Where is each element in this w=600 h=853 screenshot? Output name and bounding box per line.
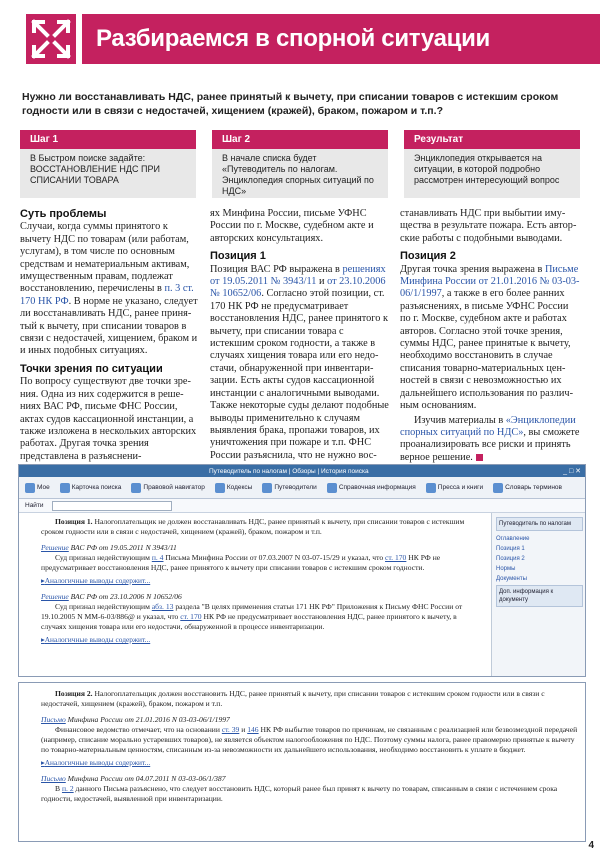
label: Правовой навигатор bbox=[143, 484, 205, 491]
position-text: Налогоплательщик должен восстановить НДС, ранее принятый к вычету, при списании товаров с истекшим сроком годности или в связи с недостачей, хищением (кражей), браком, пожаром и т.п. bbox=[41, 689, 545, 708]
page-number: 4 bbox=[588, 840, 594, 851]
step-text: Энциклопедия открывается на ситуации, в которой подробно рассмотрен интересующий вопрос bbox=[414, 153, 560, 185]
step-text: В начале списка будет «Путеводитель по налогам. Энциклопедия спорных ситуаций по НДС» bbox=[222, 153, 374, 196]
search-card-icon bbox=[60, 483, 70, 493]
search-input[interactable] bbox=[52, 501, 172, 511]
paragraph-position-1 bbox=[210, 264, 390, 463]
text: Финансовое ведомство отмечает, что на основании bbox=[55, 725, 222, 734]
toolbar-item[interactable] bbox=[215, 483, 253, 493]
reference-text: Минфина России от 21.01.2016 N 03-03-06/1/1997 bbox=[65, 715, 230, 724]
text: и bbox=[239, 725, 248, 734]
app-screenshot bbox=[18, 464, 586, 677]
text: Другая точка зрения выражена в bbox=[400, 263, 545, 275]
end-mark bbox=[476, 454, 483, 461]
reference-link[interactable]: Решение bbox=[41, 592, 69, 601]
press-icon bbox=[426, 483, 436, 493]
label: Справочная информация bbox=[338, 484, 416, 491]
similar-conclusions-link[interactable]: ▸ Аналогичные выводы содержит... bbox=[41, 635, 483, 645]
text: В bbox=[55, 784, 62, 793]
toolbar-item[interactable] bbox=[131, 483, 204, 493]
text: данного Письма разъяснено, что следует восстановить НДС, который ранее был принят к вычету по товарам, списанным в связи с истечением срока годности, недостачей, выявленной при инвентаризации. bbox=[41, 784, 558, 803]
text: Письма Минфина России от 07.03.2007 N 03-07-15/29 и указал, что bbox=[163, 553, 386, 562]
step-2 bbox=[212, 130, 388, 198]
link[interactable]: п. 4 bbox=[151, 553, 164, 562]
paragraph-col2-top: ях Минфина России, письме УФНС России по г. Москве, судебном акте и авторских консультациях. bbox=[210, 208, 374, 244]
sidebar-info[interactable]: Доп. информация к документу bbox=[496, 585, 583, 607]
reference-2-body bbox=[41, 784, 579, 804]
reference-text: Минфина России от 04.07.2011 N 03-03-06/1/387 bbox=[65, 774, 226, 783]
header-banner bbox=[0, 0, 600, 78]
right-sidebar bbox=[491, 513, 586, 677]
reference-link[interactable]: Решение bbox=[41, 543, 69, 552]
link[interactable]: ст. 39 bbox=[221, 725, 240, 734]
reference-1 bbox=[41, 715, 579, 725]
reference-link[interactable]: Письмо bbox=[41, 774, 66, 783]
paragraph-final bbox=[400, 415, 580, 465]
navigator-icon bbox=[131, 483, 141, 493]
sidebar-link[interactable]: Позиция 2 bbox=[496, 556, 525, 562]
heading-views: Точки зрения по ситуации bbox=[20, 362, 163, 375]
document-view bbox=[19, 513, 489, 677]
logo bbox=[26, 14, 76, 64]
step-result bbox=[404, 130, 580, 198]
text: , а также в его более ранних разъяснениях, в письме УФНС России по г. Москве, судебном акте и работах авторов. Согласно этой точке зрения, суммы НДС, ранее принятые к вычету, необходимо восстановить в случае списания товарно-материальных ценностей в связи с невозможностью их дальнейшего использования по различным основаниям. bbox=[400, 288, 574, 412]
link-letter-1997[interactable]: Письме Минфина России от 21.01.2016 № 03-03-06/1/1997 bbox=[400, 263, 580, 300]
position-1 bbox=[41, 517, 483, 537]
arrows-icon bbox=[26, 14, 76, 64]
link-p3-st170[interactable]: п. 3 ст. 170 НК РФ bbox=[20, 283, 194, 307]
label: Пресса и книги bbox=[437, 484, 484, 491]
sidebar-link[interactable]: Нормы bbox=[496, 566, 516, 572]
link[interactable]: ст. 170 bbox=[180, 612, 202, 621]
guides-icon bbox=[262, 483, 272, 493]
text: Суд признал недействующим bbox=[55, 553, 152, 562]
position-label: Позиция 1. bbox=[55, 517, 93, 526]
text: и bbox=[316, 276, 328, 288]
column-3 bbox=[400, 208, 580, 466]
text: Случаи, когда суммы принятого к вычету НДС по товарам (или работам, услугам), в том числе по основным средствам и нематериальным активам, имущественным правам, подлежат восстановлению, перечислены в bbox=[20, 221, 190, 295]
paragraph-col3-top: станавливать НДС при выбытии имущества в результате пожара. Есть авторские работы с подобными выводами. bbox=[400, 208, 577, 244]
link[interactable]: п. 2 bbox=[61, 784, 74, 793]
app-titlebar bbox=[19, 465, 585, 477]
app-tabs[interactable]: Путеводитель по налогам | Обзоры | История поиска bbox=[209, 468, 369, 475]
link-decision-3943[interactable]: решениях от 19.05.2011 № 3943/11 bbox=[210, 263, 386, 288]
step-1 bbox=[20, 130, 196, 198]
reference-2-body bbox=[41, 602, 483, 632]
step-text: В Быстром поиске задайте: ВОССТАНОВЛЕНИЕ НДС ПРИ СПИСАНИИ ТОВАРА bbox=[30, 153, 160, 185]
search-label: Найти bbox=[25, 502, 44, 509]
paragraph-position-2 bbox=[400, 264, 580, 413]
text: НК РФ выбытие товаров по причинам, не связанным с реализацией или безвозмездной передачей (например, списание морально устаревших товаров), не является объектом налогообложения по НДС. Поэтому суммы налога, ранее правомерно принятые к вычету по товарно-материальным ценностям, списанным из-за невозможности их дальнейшего использования, необходимо восстановить к уплате в бюджет. bbox=[41, 725, 578, 754]
link[interactable]: абз. 13 bbox=[151, 602, 174, 611]
position-label: Позиция 2. bbox=[55, 689, 93, 698]
codes-icon bbox=[215, 483, 225, 493]
text: Изучив материалы в bbox=[414, 414, 506, 426]
toolbar-item[interactable] bbox=[60, 483, 122, 493]
label: Кодексы bbox=[226, 484, 253, 491]
toolbar-item[interactable] bbox=[327, 483, 416, 493]
document-screenshot-2 bbox=[18, 682, 586, 842]
text: Позиция ВАС РФ выражена в bbox=[210, 263, 343, 275]
step-title: Шаг 2 bbox=[212, 130, 388, 149]
link-decision-10652[interactable]: от 23.10.2006 № 10652/06 bbox=[210, 276, 386, 300]
home-icon bbox=[25, 483, 35, 493]
column-2 bbox=[210, 208, 390, 464]
text: НК РФ не предусматривает восстановления НДС, ранее принятого к вычету при списании товаров с истекшим сроком годности. bbox=[41, 553, 441, 572]
sidebar-link[interactable]: Оглавление bbox=[496, 536, 530, 542]
label: Словарь терминов bbox=[505, 484, 562, 491]
reference-text: ВАС РФ от 19.05.2011 N 3943/11 bbox=[68, 543, 177, 552]
text: , вы сможете проанализировать все риски и принять верное решение. bbox=[400, 426, 580, 463]
reference-icon bbox=[327, 483, 337, 493]
position-text: Налогоплательщик не должен восстанавливать НДС, ранее принятый к вычету, при списании товаров с истекшим сроком годности или в связи с недостачей, хищением (кражей), браком, пожаром и т.п. bbox=[41, 517, 465, 536]
paragraph-problem bbox=[20, 221, 200, 357]
reference-2 bbox=[41, 592, 483, 602]
toolbar-item[interactable] bbox=[25, 483, 50, 493]
sidebar-link[interactable]: Документы bbox=[496, 576, 527, 582]
reference-2 bbox=[41, 774, 579, 784]
app-toolbar bbox=[19, 477, 585, 499]
text: раздела "В целях применения статьи 171 НК РФ" Приложения к Письму ФНС России от 19.10.2005 N ММ-6-03/886@ и указал, что bbox=[41, 602, 463, 621]
column-1 bbox=[20, 208, 200, 465]
text: НК РФ не предусматривает восстановления НДС, ранее принятого к вычету, в случаях хищения товара или его недостачи, обнаруженной в процессе инвентаризации. bbox=[41, 612, 457, 631]
text: Суд признал недействующим bbox=[55, 602, 152, 611]
app-searchbar bbox=[19, 499, 585, 513]
step-title: Шаг 1 bbox=[20, 130, 196, 149]
paragraph-views: По вопросу существуют две точки зрения. Одна из них содержится в решениях ВАС РФ, письме ФНС России, актах судов кассационной инстанции, а также изложена в нескольких авторских работах. Другая точка зрения представлена в разъяснени- bbox=[20, 376, 197, 462]
heading-position-2: Позиция 2 bbox=[400, 250, 456, 263]
link-encyclopedia[interactable]: «Энциклопедии спорных ситуаций по НДС» bbox=[400, 414, 576, 438]
sidebar-link[interactable]: Позиция 1 bbox=[496, 546, 525, 552]
similar-conclusions-link[interactable]: ▸ Аналогичные выводы содержит... bbox=[41, 758, 579, 768]
label: Карточка поиска bbox=[71, 484, 122, 491]
heading-position-1: Позиция 1 bbox=[210, 250, 266, 263]
dictionary-icon bbox=[493, 483, 503, 493]
link[interactable]: 146 bbox=[247, 725, 259, 734]
window-controls-icon[interactable]: _ □ ✕ bbox=[563, 468, 581, 475]
reference-1-body bbox=[41, 553, 483, 573]
similar-conclusions-link[interactable]: ▸ Аналогичные выводы содержит... bbox=[41, 576, 483, 586]
step-title: Результат bbox=[404, 130, 580, 149]
reference-link[interactable]: Письмо bbox=[41, 715, 66, 724]
reference-1 bbox=[41, 543, 483, 553]
heading-problem: Суть проблемы bbox=[20, 208, 107, 220]
sidebar-title: Путеводитель по налогам bbox=[496, 517, 583, 531]
position-2 bbox=[41, 689, 579, 709]
link[interactable]: ст. 170 bbox=[385, 553, 407, 562]
toolbar-item[interactable] bbox=[426, 483, 483, 493]
label: Путеводители bbox=[274, 484, 317, 491]
toolbar-item[interactable] bbox=[493, 483, 562, 493]
reference-1-body bbox=[41, 725, 579, 755]
text: . В норме не указано, следует ли восстанавливать НДС, ранее принятый к вычету, при списании товаров в связи с недостачей, хищением, браком и и иных подобных ситуациях. bbox=[20, 295, 198, 357]
toolbar-item[interactable] bbox=[262, 483, 316, 493]
question: Нужно ли восстанавливать НДС, ранее принятый к вычету, при списании товаров с истекшим сроком годности или в связи с недостачей, хищением (кражей), браком, пожаром и т.п.? bbox=[22, 91, 559, 117]
reference-text: ВАС РФ от 23.10.2006 N 10652/06 bbox=[68, 592, 182, 601]
label: Мое bbox=[37, 484, 50, 491]
text: . Согласно этой позиции, ст. 170 НК РФ не предусматривает восстановления НДС, ранее принятого к вычету, при списании товара с истекшим сроком годности, а также в случаях хищения товара или его недостачи, обнаруженной при инвентаризации. Есть акты судов кассационной инстанции с аналогичными выводами. Также некоторые суды делают подобные выводы применительно к случаям выявления брака, пропажи товаров, их уничтожения при пожаре и т.п. ФНС России разъяснила, что не нужно вос- bbox=[210, 288, 389, 461]
page-title: Разбираемся в спорной ситуации bbox=[96, 25, 490, 52]
